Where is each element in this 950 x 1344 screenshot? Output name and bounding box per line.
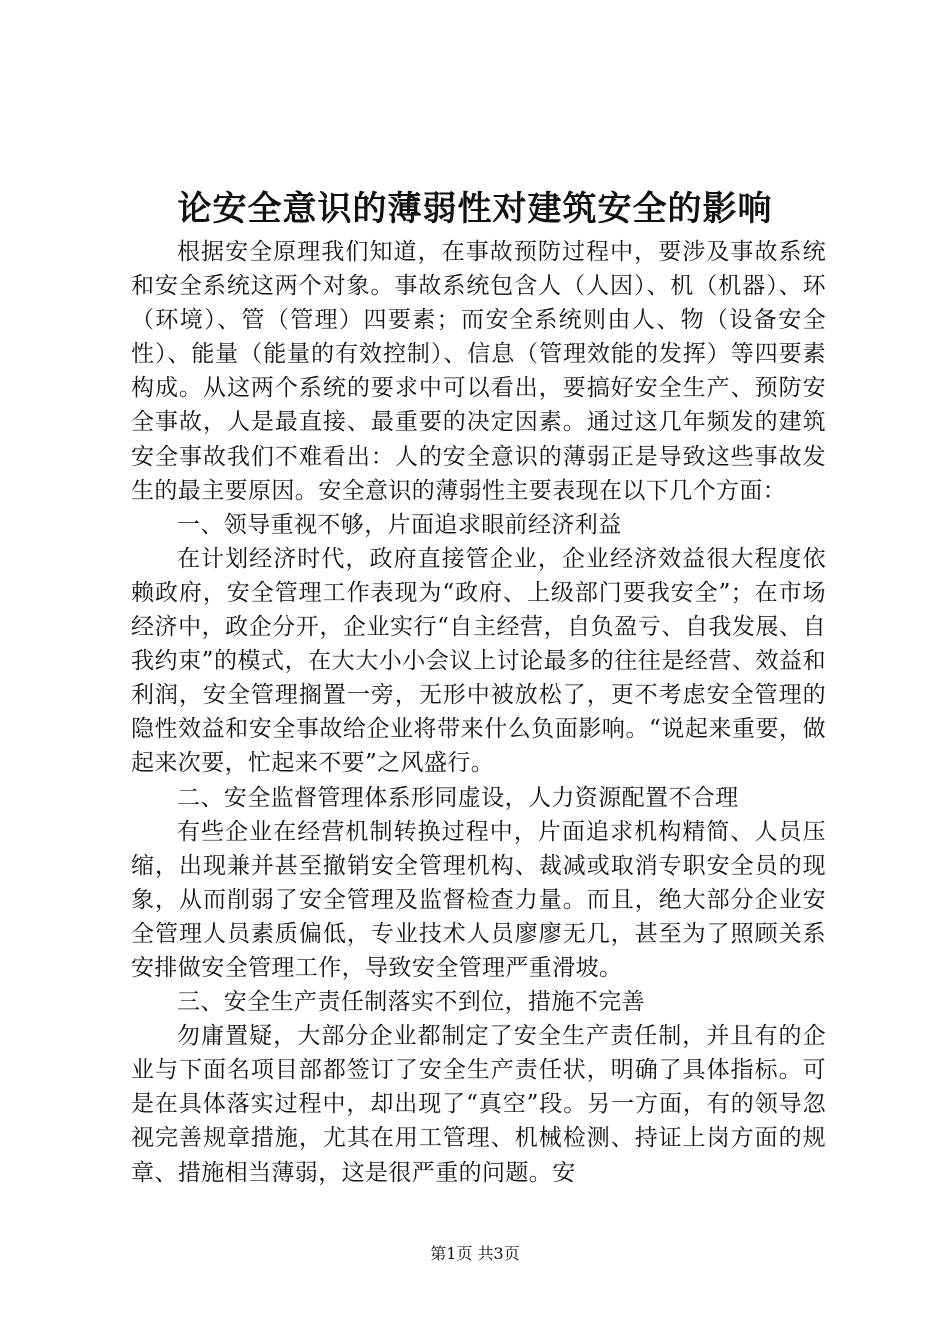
section-heading-3: 三、安全生产责任制落实不到位，措施不完善: [177, 989, 645, 1016]
document-title: 论安全意识的薄弱性对建筑安全的影响: [177, 189, 773, 229]
intro-paragraph: 根据安全原理我们知道，在事故预防过程中，要涉及事故系统和安全系统这两个对象。事故系统包含人（人因）、机（机器）、环（环境）、管（管理）四要素；而安全系统则由人、物（设备安全性）、能量（能量的有效控制）、信息（管理效能的发挥）等四要素构成。从这两个系统的要求中可以看出，要搞好安全生产、预防安全事故，人是最直接、最重要的决定因素。通过这几年频发的建筑安全事故我们不难看出：人的安全意识的薄弱正是导致这些事故发生的最主要原因。安全意识的薄弱性主要表现在以下几个方面：: [131, 239, 826, 504]
section-3-paragraph: 勿庸置疑，大部分企业都制定了安全生产责任制，并且有的企业与下面名项目部都签订了安全生产责任状，明确了具体指标。可是在具体落实过程中，却出现了“真空”段。另一方面，有的领导忽视完善规章措施，尤其在用工管理、机械检测、持证上岗方面的规章、措施相当薄弱，这是很严重的问题。安: [131, 1023, 826, 1186]
document-body: [131, 235, 826, 1190]
section-2-paragraph: 有些企业在经营机制转换过程中，片面追求机构精简、人员压缩，出现兼并甚至撤销安全管理机构、裁减或取消专职安全员的现象，从而削弱了安全管理及监督检查力量。而且，绝大部分企业安全管理人员素质偏低，专业技术人员廖廖无几，甚至为了照顾关系安排做安全管理工作，导致安全管理严重滑坡。: [131, 818, 826, 981]
section-heading-2: 二、安全监督管理体系形同虚设，人力资源配置不合理: [177, 784, 739, 811]
page-footer: 第1页 共3页: [430, 1244, 520, 1263]
section-1-paragraph: 在计划经济时代，政府直接管企业，企业经济效益很大程度依赖政府，安全管理工作表现为“政府、上级部门要我安全”；在市场经济中，政企分开，企业实行“自主经营，自负盈亏、自我发展、自我约束”的模式，在大大小小会议上讨论最多的往往是经营、效益和利润，安全管理搁置一旁，无形中被放松了，更不考虑安全管理的隐性效益和安全事故给企业将带来什么负面影响。“说起来重要，做起来次要，忙起来不要”之风盛行。: [131, 545, 826, 777]
section-heading-1: 一、领导重视不够，片面追求眼前经济利益: [177, 511, 622, 538]
